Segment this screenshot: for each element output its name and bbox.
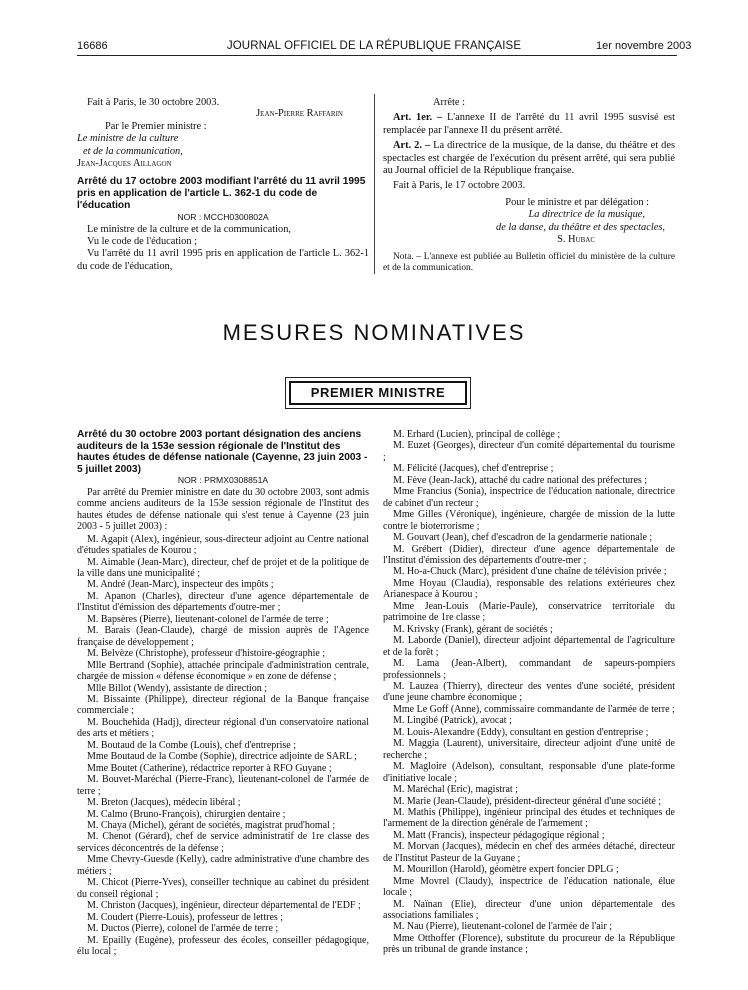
- list-item: Mme Movrel (Claudy), inspectrice de l'éducation nationale, élue locale ;: [383, 875, 675, 899]
- list-item: M. Bissainte (Philippe), directeur régional de la Banque française commerciale ;: [77, 693, 369, 717]
- section-title: MESURES NOMINATIVES: [222, 320, 526, 345]
- list-item: M. Bapsères (Pierre), lieutenant-colonel de l'armée de terre ;: [87, 613, 329, 625]
- list-item: M. Maréchal (Eric), magistrat ;: [393, 784, 518, 796]
- list-item: M. Morvan (Jacques), médecin en chef des armées détaché, directeur de l'Institut Pasteur de la Guyane ;: [383, 841, 675, 864]
- list-item: M. Belvèze (Christophe), professeur d'histoire-géographie ;: [87, 648, 326, 660]
- list-item: M. Calmo (Bruno-François), chirurgien dentaire ;: [87, 808, 286, 820]
- list-item: M. Marie (Jean-Claude), président-directeur général d'une société ;: [393, 795, 662, 807]
- list-item: M. Laborde (Daniel), directeur adjoint départemental de l'agriculture et de la forêt ;: [383, 635, 675, 658]
- list-item: M. Barais (Jean-Claude), chargé de mission auprès de l'Agence française de développement ;: [77, 625, 369, 648]
- list-item: M. Gouvart (Jean), chef d'escadron de la gendarmerie nationale ;: [393, 532, 653, 544]
- minister-name: Jean-Jacques Aillagon: [77, 158, 172, 170]
- column-divider: [374, 94, 375, 274]
- list-item: M. Boutaud de la Combe (Louis), chef d'entreprise ;: [87, 739, 296, 751]
- article-1: [383, 112, 675, 137]
- list-item: M. Mourillon (Harold), géomètre expert foncier DPLG ;: [393, 864, 619, 876]
- list-item: Mme Le Goff (Anne), commissaire commandante de l'armée de terre ;: [393, 703, 675, 715]
- signature-place-date: Fait à Paris, le 30 octobre 2003.: [87, 97, 220, 108]
- list-item: M. Bouchehida (Hadj), directeur régional d'un conservatoire national des arts et métiers ;: [77, 716, 369, 740]
- list-item: Mme Boutaud de la Combe (Sophie), directrice adjointe de SARL ;: [87, 751, 357, 763]
- issue-date: 1er novembre 2003: [596, 40, 692, 52]
- nota: Nota. – L'annexe est publiée au Bulletin officiel du ministère de la culture et de la communication.: [383, 252, 675, 274]
- appointee-list-right: [383, 429, 675, 956]
- list-item: M. Chaya (Michel), gérant de sociétés, magistrat prud'homal ;: [87, 819, 336, 831]
- page-header: [0, 0, 748, 50]
- list-item: M. Nau (Pierre), lieutenant-colonel de l'armée de l'air ;: [393, 921, 613, 933]
- arrete-label: Arrête :: [433, 97, 466, 108]
- article-2-label: Art. 2. –: [393, 140, 431, 152]
- header-rule: [77, 55, 677, 56]
- signature-place-date-2: Fait à Paris, le 17 octobre 2003.: [393, 180, 526, 192]
- top-right-column: [383, 97, 675, 274]
- article-2-text: La directrice de la musique, de la danse, du théâtre et des spectacles est chargée de l'exécution du présent arrêté, qui sera publié au Journal officiel de la République française.: [383, 140, 675, 177]
- list-item: M. Maggia (Laurent), universitaire, directeur adjoint d'une unité de recherche ;: [383, 738, 675, 761]
- list-item: M. Coudert (Pierre-Louis), professeur de lettres ;: [87, 911, 284, 923]
- list-item: M. Bouvet-Maréchal (Pierre-Franc), lieutenant-colonel de l'armée de terre ;: [77, 774, 369, 797]
- list-item: Mme Gilles (Véronique), ingénieure, chargée de mission de la lutte contre le bioterrorisme ;: [383, 509, 675, 532]
- arrete-para-2: Vu le code de l'éducation ;: [87, 236, 198, 248]
- par-le-premier-ministre: Par le Premier ministre :: [105, 120, 207, 132]
- list-item: Mme Boutet (Catherine), rédactrice reporter à RFO Guyane ;: [87, 762, 332, 774]
- list-item: M. Epailly (Eugène), professeur des écoles, conseiller pédagogique, élu local ;: [77, 934, 369, 957]
- list-item: M. André (Jean-Marc), inspecteur des impôts ;: [87, 579, 274, 591]
- article-2: [383, 140, 675, 177]
- main-arrete-intro: Par arrêté du Premier ministre en date du 30 octobre 2003, sont admis comme anciens auditeurs de la 153e session régionale de l'Institut des hautes études de défense nationale qui s'est tenue à Cayenne (23 juin 2003 - 5 juillet 2003) :: [77, 486, 369, 533]
- page-number: 16686: [77, 40, 108, 52]
- director-role-1: La directrice de la musique,: [528, 209, 645, 221]
- list-item: Mme Otthoffer (Florence), substitute du procureur de la République près un tribunal de grande instance ;: [383, 932, 675, 956]
- list-item: M. Euzet (Georges), directeur d'un comité départemental du tourisme ;: [383, 440, 675, 463]
- ministry-box: [285, 377, 471, 409]
- list-item: M. Chenot (Gérard), chef de service administratif de 1re classe des services déconcentrés de la défense ;: [77, 831, 369, 854]
- list-item: Mlle Bertrand (Sophie), attachée principale d'administration centrale, chargée de mission « défense économique » en zone de défense ;: [77, 659, 369, 683]
- minister-role-2: et de la communication,: [83, 145, 183, 157]
- list-item: M. Lingibé (Patrick), avocat ;: [393, 715, 512, 727]
- list-item: M. Ductos (Pierre), colonel de l'armée de terre ;: [87, 923, 279, 935]
- list-item: Mlle Billot (Wendy), assistante de direction ;: [87, 682, 267, 694]
- main-arrete-title: Arrêté du 30 octobre 2003 portant désignation des anciens auditeurs de la 153e session régionale de l'Institut des hautes études de défense nationale (Cayenne, 23 juin 2003 - 5 juillet 2003): [77, 429, 368, 475]
- list-item: M. Matt (Francis), inspecteur pédagogique régional ;: [393, 829, 605, 841]
- director-role-2: de la danse, du théâtre et des spectacles,: [496, 221, 665, 233]
- list-item: Mme Francius (Sonia), inspectrice de l'éducation nationale, directrice de cabinet d'un recteur ;: [383, 486, 675, 509]
- list-item: M. Ho-a-Chuck (Marc), président d'une chaîne de télévision privée ;: [393, 566, 667, 578]
- list-item: Mme Hoyau (Claudia), responsable des relations extérieures chez Arianespace à Kourou ;: [383, 577, 675, 601]
- list-item: Mme Jean-Louis (Marie-Paule), conservatrice territoriale du patrimoine de 1re classe ;: [383, 600, 675, 624]
- ministry-label: PREMIER MINISTRE: [289, 381, 467, 405]
- list-item: M. Mathis (Philippe), ingénieur principal des études et techniques de l'armement de la direction générale de l'armement ;: [383, 806, 675, 830]
- signer-name: Jean-Pierre Raffarin: [256, 108, 343, 120]
- arrete-para-1: Le ministre de la culture et de la communication,: [87, 223, 291, 235]
- list-item: M. Christon (Jacques), ingénieur, directeur départemental de l'EDF ;: [87, 900, 361, 912]
- list-item: M. Erhard (Lucien), principal de collège ;: [393, 429, 561, 440]
- list-item: M. Agapit (Alex), ingénieur, sous-directeur adjoint au Centre national d'études spatiales de Kourou ;: [77, 533, 369, 557]
- list-item: M. Naïnan (Elie), directeur d'une union départementale des associations familiales ;: [383, 898, 675, 922]
- list-item: M. Magloire (Adelson), consultant, responsable d'une plate-forme d'initiative locale ;: [383, 761, 675, 784]
- journal-title: JOURNAL OFFICIEL DE LA RÉPUBLIQUE FRANÇAISE: [226, 40, 522, 52]
- appointee-list-left: [77, 534, 369, 958]
- list-item: M. Louis-Alexandre (Eddy), consultant en gestion d'entreprise ;: [393, 726, 649, 738]
- nor-reference: NOR : MCCH0300802A: [177, 212, 269, 223]
- list-item: M. Chicot (Pierre-Yves), conseiller technique au cabinet du président du conseil régional ;: [77, 877, 369, 900]
- list-item: M. Félicité (Jacques), chef d'entreprise ;: [393, 463, 554, 475]
- delegation-line: Pour le ministre et par délégation :: [505, 196, 649, 208]
- director-name: S. Hubac: [557, 234, 595, 246]
- list-item: Mme Chevry-Guesde (Kelly), cadre administrative d'une chambre des métiers ;: [77, 854, 369, 877]
- list-item: M. Aimable (Jean-Marc), directeur, chef de projet et de la politique de la ville dans une municipalité ;: [77, 556, 369, 579]
- list-item: M. Krivsky (Frank), gérant de sociétés ;: [393, 623, 553, 635]
- top-left-column: [77, 97, 369, 273]
- lower-left-column: [77, 429, 369, 957]
- lower-right-column: [383, 429, 675, 956]
- arrete-para-3: Vu l'arrêté du 11 avril 1995 pris en application de l'article L. 362-1 du code de l'éducation,: [77, 248, 369, 272]
- list-item: M. Lauzea (Thierry), directeur des ventes d'une société, président d'une jeune chambre économique ;: [383, 680, 675, 704]
- list-item: M. Apanon (Charles), directeur d'une agence départementale de l'Institut d'émission des départements d'outre-mer ;: [77, 590, 369, 614]
- list-item: M. Lama (Jean-Albert), commandant de sapeurs-pompiers professionnels ;: [383, 658, 675, 681]
- minister-role-1: Le ministre de la culture: [77, 133, 179, 145]
- arrete-title: Arrêté du 17 octobre 2003 modifiant l'arrêté du 11 avril 1995 pris en application de l'article L. 362-1 du code de l'éducation: [77, 176, 366, 211]
- list-item: M. Grébert (Didier), directeur d'une agence départementale de l'Institut d'émission des départements d'outre-mer ;: [383, 543, 675, 566]
- list-item: M. Breton (Jacques), médecin libéral ;: [87, 797, 241, 809]
- list-item: M. Fève (Jean-Jack), attaché du cadre national des préfectures ;: [393, 474, 648, 486]
- main-nor-reference: NOR : PRMX0308851A: [177, 475, 269, 486]
- article-1-label: Art. 1er. –: [393, 112, 443, 124]
- article-1-text: L'annexe II de l'arrêté du 11 avril 1995 susvisé est remplacée par l'annexe II du présent arrêté.: [383, 112, 675, 136]
